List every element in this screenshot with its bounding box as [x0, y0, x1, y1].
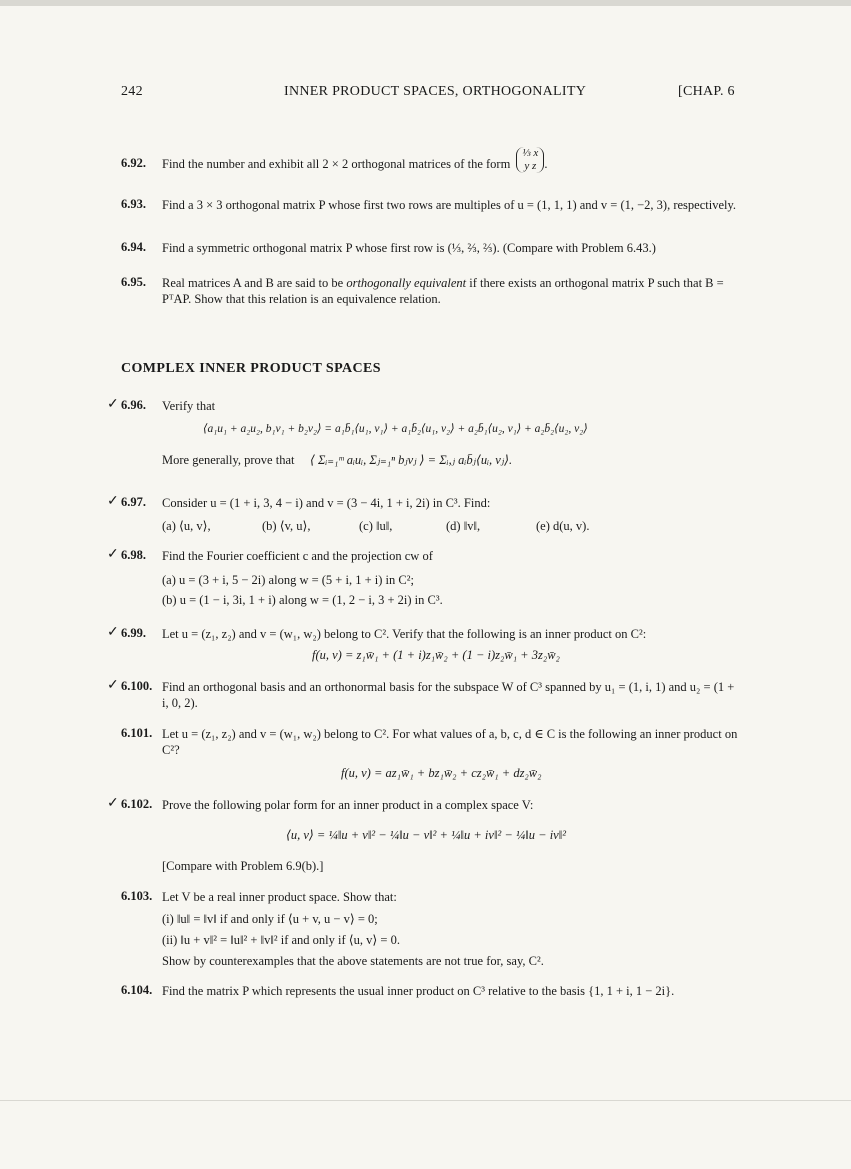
equation: ⟨a₁u₁ + a₂u₂, b₁v₁ + b₂v₂⟩ = a₁b̄₁⟨u₁, v₁⟩ + a₁b̄₂⟨u₁, v₂⟩ + a₂b̄₁⟨u₂, v₁⟩ + a₂b̄₂⟨u₂, v₂⟩ — [203, 423, 588, 435]
part-a: (a) ⟨u, v⟩, — [162, 519, 211, 533]
problem-text: Find a symmetric orthogonal matrix P whose first row is (⅓, ⅔, ⅔). (Compare with Problem 6.43.) — [162, 241, 656, 255]
page-number: 242 — [121, 84, 143, 99]
part-c: (c) ‖u‖, — [359, 519, 393, 533]
problem-part-a: (a) u = (3 + i, 5 − 2i) along w = (5 + i, 1 + i) in C²; — [162, 573, 414, 587]
problem-number: 6.93. — [121, 197, 146, 211]
problem-text: Find the number and exhibit all 2 × 2 orthogonal matrices of the form ⅓ x y z . — [162, 147, 548, 173]
scan-top-edge — [0, 0, 851, 6]
problem-number: 6.102. — [121, 797, 153, 811]
check-mark-icon: ✓ — [107, 397, 119, 412]
problem-number: 6.96. — [121, 398, 146, 412]
problem-text: Prove the following polar form for an inner product in a complex space V: — [162, 798, 534, 812]
problem-text: Verify that — [162, 399, 216, 413]
problem-text: Let u = (z₁, z₂) and v = (w₁, w₂) belong to C². For what values of a, b, c, d ∈ C is the following an inner product on C²? — [162, 727, 738, 757]
counterexample-note: Show by counterexamples that the above statements are not true for, say, C². — [162, 954, 544, 968]
problem-number: 6.100. — [121, 679, 153, 693]
equation: f(u, v) = az₁w̄₁ + bz₁w̄₂ + cz₂w̄₁ + dz₂w̄₂ — [341, 766, 542, 780]
equation: f(u, v) = z₁w̄₁ + (1 + i)z₁w̄₂ + (1 − i)z₂w̄₁ + 3z₂w̄₂ — [312, 648, 560, 662]
problem-text: Find an orthogonal basis and an orthonormal basis for the subspace W of C³ spanned by u₁ = (1, i, 1) and u₂ = (1 + i, 0, 2). — [162, 680, 735, 710]
part-b: (b) ⟨v, u⟩, — [262, 519, 311, 533]
problem-text: Find a 3 × 3 orthogonal matrix P whose first two rows are multiples of u = (1, 1, 1) and v = (1, −2, 3), respectively. — [162, 198, 737, 212]
matrix-row: y z — [524, 160, 537, 173]
problem-text: More generally, prove that — [162, 453, 295, 467]
check-mark-icon: ✓ — [107, 625, 119, 640]
check-mark-icon: ✓ — [107, 796, 119, 811]
problem-text: Consider u = (1 + i, 3, 4 − i) and v = (3 − 4i, 1 + i, 2i) in C³. Find: — [162, 496, 491, 510]
problem-number: 6.99. — [121, 626, 146, 640]
problem-text: Find the Fourier coefficient c and the projection cw of — [162, 549, 433, 563]
chapter-label: [CHAP. 6 — [678, 84, 735, 99]
part-d: (d) ‖v‖, — [446, 519, 481, 533]
matrix-row: ⅓ x — [522, 147, 539, 160]
problem-number: 6.101. — [121, 726, 153, 740]
problem-number: 6.95. — [121, 275, 146, 289]
problem-number: 6.94. — [121, 240, 146, 254]
text-part: if there exists an orthogonal matrix P such that B = PᵀAP. Show that this relation is an equivalence relation. — [162, 276, 724, 306]
part-e: (e) d(u, v). — [536, 519, 590, 533]
equation: ⟨ Σᵢ₌₁ᵐ aᵢuᵢ, Σⱼ₌₁ⁿ bⱼvⱼ ⟩ = Σᵢ,ⱼ aᵢb̄ⱼ⟨uᵢ, vⱼ⟩. — [310, 453, 513, 467]
problem-text — [162, 275, 742, 307]
emphasis-term: orthogonally equivalent — [346, 276, 467, 290]
problem-part-i: (i) ‖u‖ = ‖v‖ if and only if ⟨u + v, u − v⟩ = 0; — [162, 912, 378, 926]
check-mark-icon: ✓ — [107, 547, 119, 562]
problem-text: Find the matrix P which represents the usual inner product on C³ relative to the basis {1, 1 + i, 1 − 2i}. — [162, 984, 675, 998]
text-part: Real matrices A and B are said to be — [162, 276, 347, 290]
section-title: COMPLEX INNER PRODUCT SPACES — [121, 361, 381, 376]
problem-number: 6.104. — [121, 983, 153, 997]
problem-number: 6.103. — [121, 889, 153, 903]
scan-bottom-edge — [0, 1100, 851, 1101]
problem-text: Let V be a real inner product space. Show that: — [162, 890, 397, 904]
matrix-form — [516, 147, 544, 173]
problem-number: 6.92. — [121, 156, 146, 170]
problem-6-92-text: Find the number and exhibit all 2 × 2 orthogonal matrices of the form — [162, 157, 511, 171]
compare-note: [Compare with Problem 6.9(b).] — [162, 859, 324, 873]
check-mark-icon: ✓ — [107, 494, 119, 509]
problem-number: 6.97. — [121, 495, 146, 509]
problem-text: Let u = (z₁, z₂) and v = (w₁, w₂) belong to C². Verify that the following is an inner product on C²: — [162, 627, 647, 641]
running-title: INNER PRODUCT SPACES, ORTHOGONALITY — [284, 84, 587, 99]
check-mark-icon: ✓ — [107, 678, 119, 693]
problem-number: 6.98. — [121, 548, 146, 562]
equation: ⟨u, v⟩ = ¼‖u + v‖² − ¼‖u − v‖² + ¼‖u + iv‖² − ¼‖u − iv‖² — [286, 828, 566, 842]
problem-part-b: (b) u = (1 − i, 3i, 1 + i) along w = (1, 2 − i, 3 + 2i) in C³. — [162, 593, 443, 607]
problem-part-ii: (ii) ‖u + v‖² = ‖u‖² + ‖v‖² if and only if ⟨u, v⟩ = 0. — [162, 933, 400, 947]
